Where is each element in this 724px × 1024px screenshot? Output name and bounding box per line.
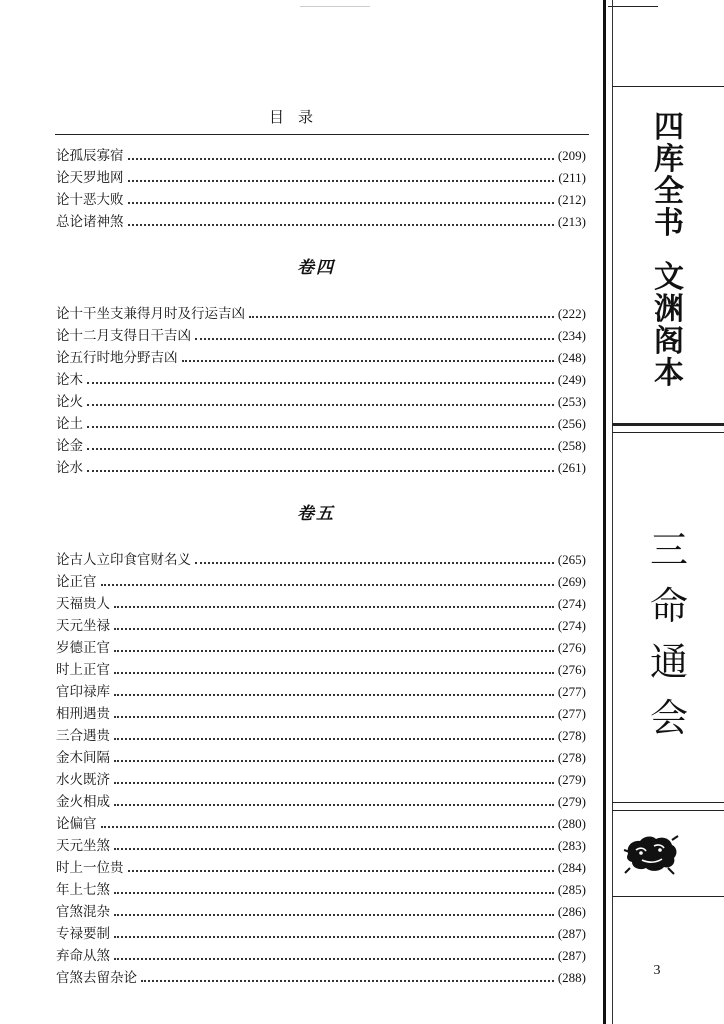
toc-entry-page: (253) — [557, 394, 586, 409]
toc-entry-page: (274) — [557, 618, 586, 633]
toc-entry-page: (287) — [557, 926, 586, 941]
toc-entry-title: 岁德正官 — [56, 640, 110, 656]
toc-entry[interactable] — [56, 725, 586, 747]
side-divider — [612, 432, 724, 433]
toc-entry[interactable] — [56, 813, 586, 835]
toc-entry[interactable] — [56, 967, 586, 989]
side-divider — [612, 896, 724, 897]
toc-entry[interactable] — [56, 303, 586, 325]
toc-entry[interactable] — [56, 901, 586, 923]
toc-entry-page: (284) — [557, 860, 586, 875]
dot-leader — [87, 448, 554, 450]
page-top-mark — [300, 0, 370, 7]
toc-entry[interactable] — [56, 879, 586, 901]
dot-leader — [114, 672, 554, 674]
dot-leader — [114, 694, 554, 696]
toc-entry[interactable] — [56, 593, 586, 615]
toc-entry-title: 论水 — [56, 460, 83, 476]
toc-entry[interactable] — [56, 211, 586, 233]
toc-entry-page: (269) — [557, 574, 586, 589]
series-title-part1: 四 库 全 书 — [654, 110, 684, 241]
toc-entry-page: (278) — [557, 750, 586, 765]
toc-entry-page: (274) — [557, 596, 586, 611]
toc-entry[interactable] — [56, 413, 586, 435]
series-title — [614, 112, 724, 390]
toc-entry-title: 专禄要制 — [56, 926, 110, 942]
toc-entry[interactable] — [56, 615, 586, 637]
toc-entry[interactable] — [56, 391, 586, 413]
toc-entry-page: (213) — [557, 214, 586, 229]
dot-leader — [114, 892, 554, 894]
toc-entry-page: (276) — [557, 662, 586, 677]
toc-entry-title: 论土 — [56, 416, 83, 432]
dot-leader — [114, 716, 554, 718]
page-header-title: 目录 — [268, 108, 327, 126]
toc-entry[interactable] — [56, 457, 586, 479]
side-rule-thin — [612, 0, 613, 1024]
toc-entry-title: 论古人立印食官财名义 — [56, 552, 191, 568]
toc-entry-title: 论正官 — [56, 574, 97, 590]
toc-entry-title: 三合遇贵 — [56, 728, 110, 744]
toc-entry-title: 论十干坐支兼得月时及行运吉凶 — [56, 306, 245, 322]
dot-leader — [87, 426, 554, 428]
toc-entry[interactable] — [56, 857, 586, 879]
toc-entry-title: 论十恶大败 — [56, 192, 124, 208]
dot-leader — [128, 158, 554, 160]
toc-entry-title: 论五行时地分野吉凶 — [56, 350, 178, 366]
side-divider — [612, 802, 724, 803]
header-rule — [55, 134, 589, 135]
toc-entry-title: 论十二月支得日干吉凶 — [56, 328, 191, 344]
toc-entry-page: (279) — [557, 794, 586, 809]
dot-leader — [128, 870, 554, 872]
toc-entry-title: 论孤辰寡宿 — [56, 148, 124, 164]
toc-entry-page: (211) — [558, 170, 586, 185]
dot-leader — [141, 980, 554, 982]
toc-entry-page: (234) — [557, 328, 586, 343]
dot-leader — [101, 584, 554, 586]
side-divider-thick — [612, 423, 724, 426]
toc-entry-page: (248) — [557, 350, 586, 365]
toc-entry-page: (249) — [557, 372, 586, 387]
toc-entry[interactable] — [56, 325, 586, 347]
toc-entry-page: (280) — [557, 816, 586, 831]
book-title: 三 命 通 会 — [649, 528, 688, 740]
dot-leader — [114, 848, 554, 850]
dot-leader — [128, 224, 554, 226]
toc-entry-title: 年上七煞 — [56, 882, 110, 898]
toc-entry-title: 论木 — [56, 372, 83, 388]
toc-entry-page: (265) — [557, 552, 586, 567]
volume-heading: 卷四 — [297, 258, 335, 278]
dot-leader — [114, 650, 554, 652]
dot-leader — [114, 914, 554, 916]
toc-entry-page: (261) — [557, 460, 586, 475]
toc-entry-title: 论火 — [56, 394, 83, 410]
dot-leader — [114, 738, 554, 740]
toc-entry-title: 相刑遇贵 — [56, 706, 110, 722]
toc-entry-page: (278) — [557, 728, 586, 743]
dot-leader — [195, 562, 554, 564]
side-divider — [612, 86, 724, 87]
toc-entry[interactable] — [56, 769, 586, 791]
toc-entry-title: 水火既济 — [56, 772, 110, 788]
dot-leader — [195, 338, 554, 340]
toc-entry[interactable] — [56, 435, 586, 457]
dot-leader — [182, 360, 554, 362]
toc-entry-title: 金木间隔 — [56, 750, 110, 766]
toc-entry[interactable] — [56, 167, 586, 189]
toc-entry-page: (256) — [557, 416, 586, 431]
toc-entry-title: 金火相成 — [56, 794, 110, 810]
toc-entry[interactable] — [56, 747, 586, 769]
toc-entry[interactable] — [56, 923, 586, 945]
toc-entry[interactable] — [56, 945, 586, 967]
dot-leader — [114, 782, 554, 784]
dot-leader — [114, 606, 554, 608]
volume-heading: 卷五 — [297, 504, 335, 524]
toc-entry-title: 论金 — [56, 438, 83, 454]
dot-leader — [87, 470, 554, 472]
dot-leader — [87, 404, 554, 406]
toc-entry-page: (288) — [557, 970, 586, 985]
toc-entry-page: (283) — [557, 838, 586, 853]
toc-entry-title: 论偏官 — [56, 816, 97, 832]
dot-leader — [114, 804, 554, 806]
toc-entry-page: (285) — [557, 882, 586, 897]
dot-leader — [114, 958, 554, 960]
toc-entry-title: 弃命从煞 — [56, 948, 110, 964]
toc-entry[interactable] — [56, 703, 586, 725]
series-title-part2: 文 渊 阁 本 — [654, 260, 684, 391]
toc-entry-page: (277) — [557, 706, 586, 721]
toc-entry-page: (286) — [557, 904, 586, 919]
toc-entry[interactable] — [56, 835, 586, 857]
table-of-contents — [56, 145, 586, 989]
toc-entry[interactable] — [56, 571, 586, 593]
corner-rule — [608, 6, 658, 7]
toc-entry-title: 天福贵人 — [56, 596, 110, 612]
toc-entry-page: (277) — [557, 684, 586, 699]
dot-leader — [128, 180, 555, 182]
side-rule-thick — [603, 0, 606, 1024]
toc-entry[interactable] — [56, 791, 586, 813]
side-divider — [612, 810, 724, 811]
dot-leader — [114, 936, 554, 938]
toc-entry[interactable] — [56, 189, 586, 211]
toc-entry-page: (209) — [557, 148, 586, 163]
dot-leader — [128, 202, 554, 204]
toc-entry[interactable] — [56, 681, 586, 703]
toc-entry-title: 时上正官 — [56, 662, 110, 678]
toc-entry-title: 总论诸神煞 — [56, 214, 124, 230]
dot-leader — [101, 826, 554, 828]
toc-entry-page: (279) — [557, 772, 586, 787]
page-number: 3 — [653, 963, 661, 978]
toc-entry-page: (276) — [557, 640, 586, 655]
toc-entry-title: 时上一位贵 — [56, 860, 124, 876]
beast-emblem-icon — [622, 828, 680, 876]
toc-entry-page: (287) — [557, 948, 586, 963]
toc-entry[interactable] — [56, 659, 586, 681]
toc-entry-title: 论天罗地网 — [56, 170, 124, 186]
toc-entry-title: 天元坐煞 — [56, 838, 110, 854]
dot-leader — [114, 628, 554, 630]
toc-entry[interactable] — [56, 549, 586, 571]
toc-entry-page: (212) — [557, 192, 586, 207]
dot-leader — [114, 760, 554, 762]
toc-entry-title: 天元坐禄 — [56, 618, 110, 634]
toc-entry-title: 官印禄库 — [56, 684, 110, 700]
toc-entry-title: 官煞混杂 — [56, 904, 110, 920]
dot-leader — [249, 316, 554, 318]
toc-entry[interactable] — [56, 637, 586, 659]
toc-entry-title: 官煞去留杂论 — [56, 970, 137, 986]
toc-entry-page: (222) — [557, 306, 586, 321]
toc-entry[interactable] — [56, 369, 586, 391]
toc-entry[interactable] — [56, 145, 586, 167]
dot-leader — [87, 382, 554, 384]
toc-entry[interactable] — [56, 347, 586, 369]
toc-entry-page: (258) — [557, 438, 586, 453]
